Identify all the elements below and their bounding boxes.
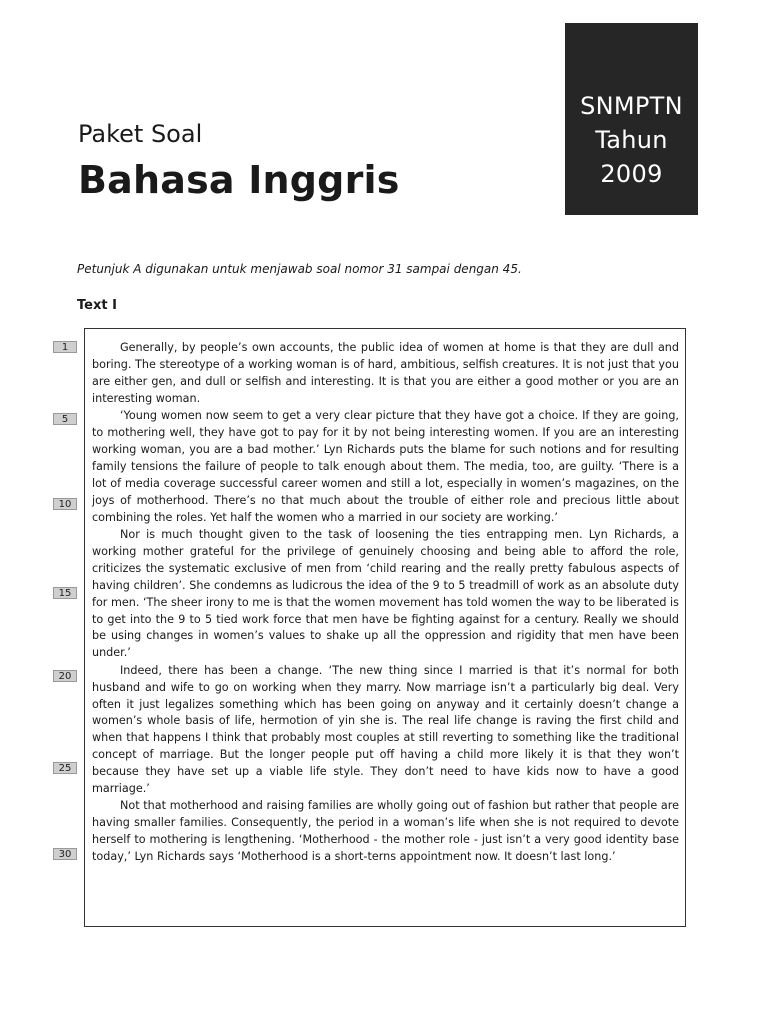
paragraph-4: Indeed, there has been a change. ‘The new thing since I married is that it’s normal for both husband and wife to go on working when they marry. Now marriage isn’t a particularly big deal. Very often it just legalizes something which has been going on anyway and it certainly doesn’t change a women’s whole basis of life, hermotion of yin she is. The real life change is raving the first child and when that happens I think that probably most couples at still reverting to something like the traditional concept of marriage. But the longer people put off having a child more likely it is that they won’t because they have set up a viable life style. They don’t need to have kids now to have a good marriage.’ <box>92 663 679 796</box>
line-number-15: 15 <box>53 587 77 599</box>
paragraph-5: Not that motherhood and raising families are wholly going out of fashion but rather that people are having smaller families. Consequently, the period in a woman’s life when she is not required to devote herself to mothering is lengthening. ‘Motherhood - the mother role - just isn’t a very good identity base today,’ Lyn Richards says ‘Motherhood is a short-terns appointment now. It doesn’t last long.’ <box>92 799 679 864</box>
exam-badge <box>565 23 698 215</box>
paragraph-3: Nor is much thought given to the task of loosening the ties entrapping men. Lyn Richards, a working mother grateful for the privilege of genuinely choosing and being able to afford the role, criticizes the systematic exclusive of men from ‘child rearing and the really pretty fabulous aspects of having children’. She condemns as ludicrous the idea of the 9 to 5 treadmill of work as an absolute duty for men. ‘The sheer irony to me is that the women movement has told women the way to be liberated is to get into the 9 to 5 tied work force that men have be fighting against for a century. Really we should be using changes in women’s values to shake up all the oppression and rigidity that men have been under.’ <box>92 527 679 660</box>
instruction-text: Petunjuk A digunakan untuk menjawab soal nomor 31 sampai dengan 45. <box>77 262 522 276</box>
reading-passage-box <box>84 328 686 927</box>
badge-line-1: SNMPTN <box>580 92 683 120</box>
text-title: Text I <box>77 298 117 313</box>
paket-label: Paket Soal <box>78 120 203 148</box>
line-number-30: 30 <box>53 848 77 860</box>
paragraph-2: ‘Young women now seem to get a very clear picture that they have got a choice. If they are going, to mothering well, they have got to pay for it by not being interesting women. If you are an interesting working woman, you are a bad mother.’ Lyn Richards puts the blame for such notions and for resulting family tensions the failure of people to talk enough about them. The media, too, are guilty. ‘There is a lot of media coverage successful career women and still a lot, especially in women’s magazines, on the joys of motherhood. There’s no that much about the trouble of either role and precious little about combining the roles. Yet half the women who a married in our society are working.’ <box>92 409 679 524</box>
line-number-5: 5 <box>53 413 77 425</box>
badge-line-3: 2009 <box>600 160 663 188</box>
subject-title: Bahasa Inggris <box>78 158 400 202</box>
line-number-25: 25 <box>53 762 77 774</box>
line-number-1: 1 <box>53 341 77 353</box>
line-number-20: 20 <box>53 670 77 682</box>
badge-line-2: Tahun <box>595 126 668 154</box>
paragraph-1: Generally, by people’s own accounts, the public idea of women at home is that they are dull and boring. The stereotype of a working woman is of hard, ambitious, selfish creatures. It is not just that you are either gen, and dull or selfish and interesting. It is that you are either a good mother or you are an interesting woman. <box>92 341 679 405</box>
line-number-10: 10 <box>53 498 77 510</box>
